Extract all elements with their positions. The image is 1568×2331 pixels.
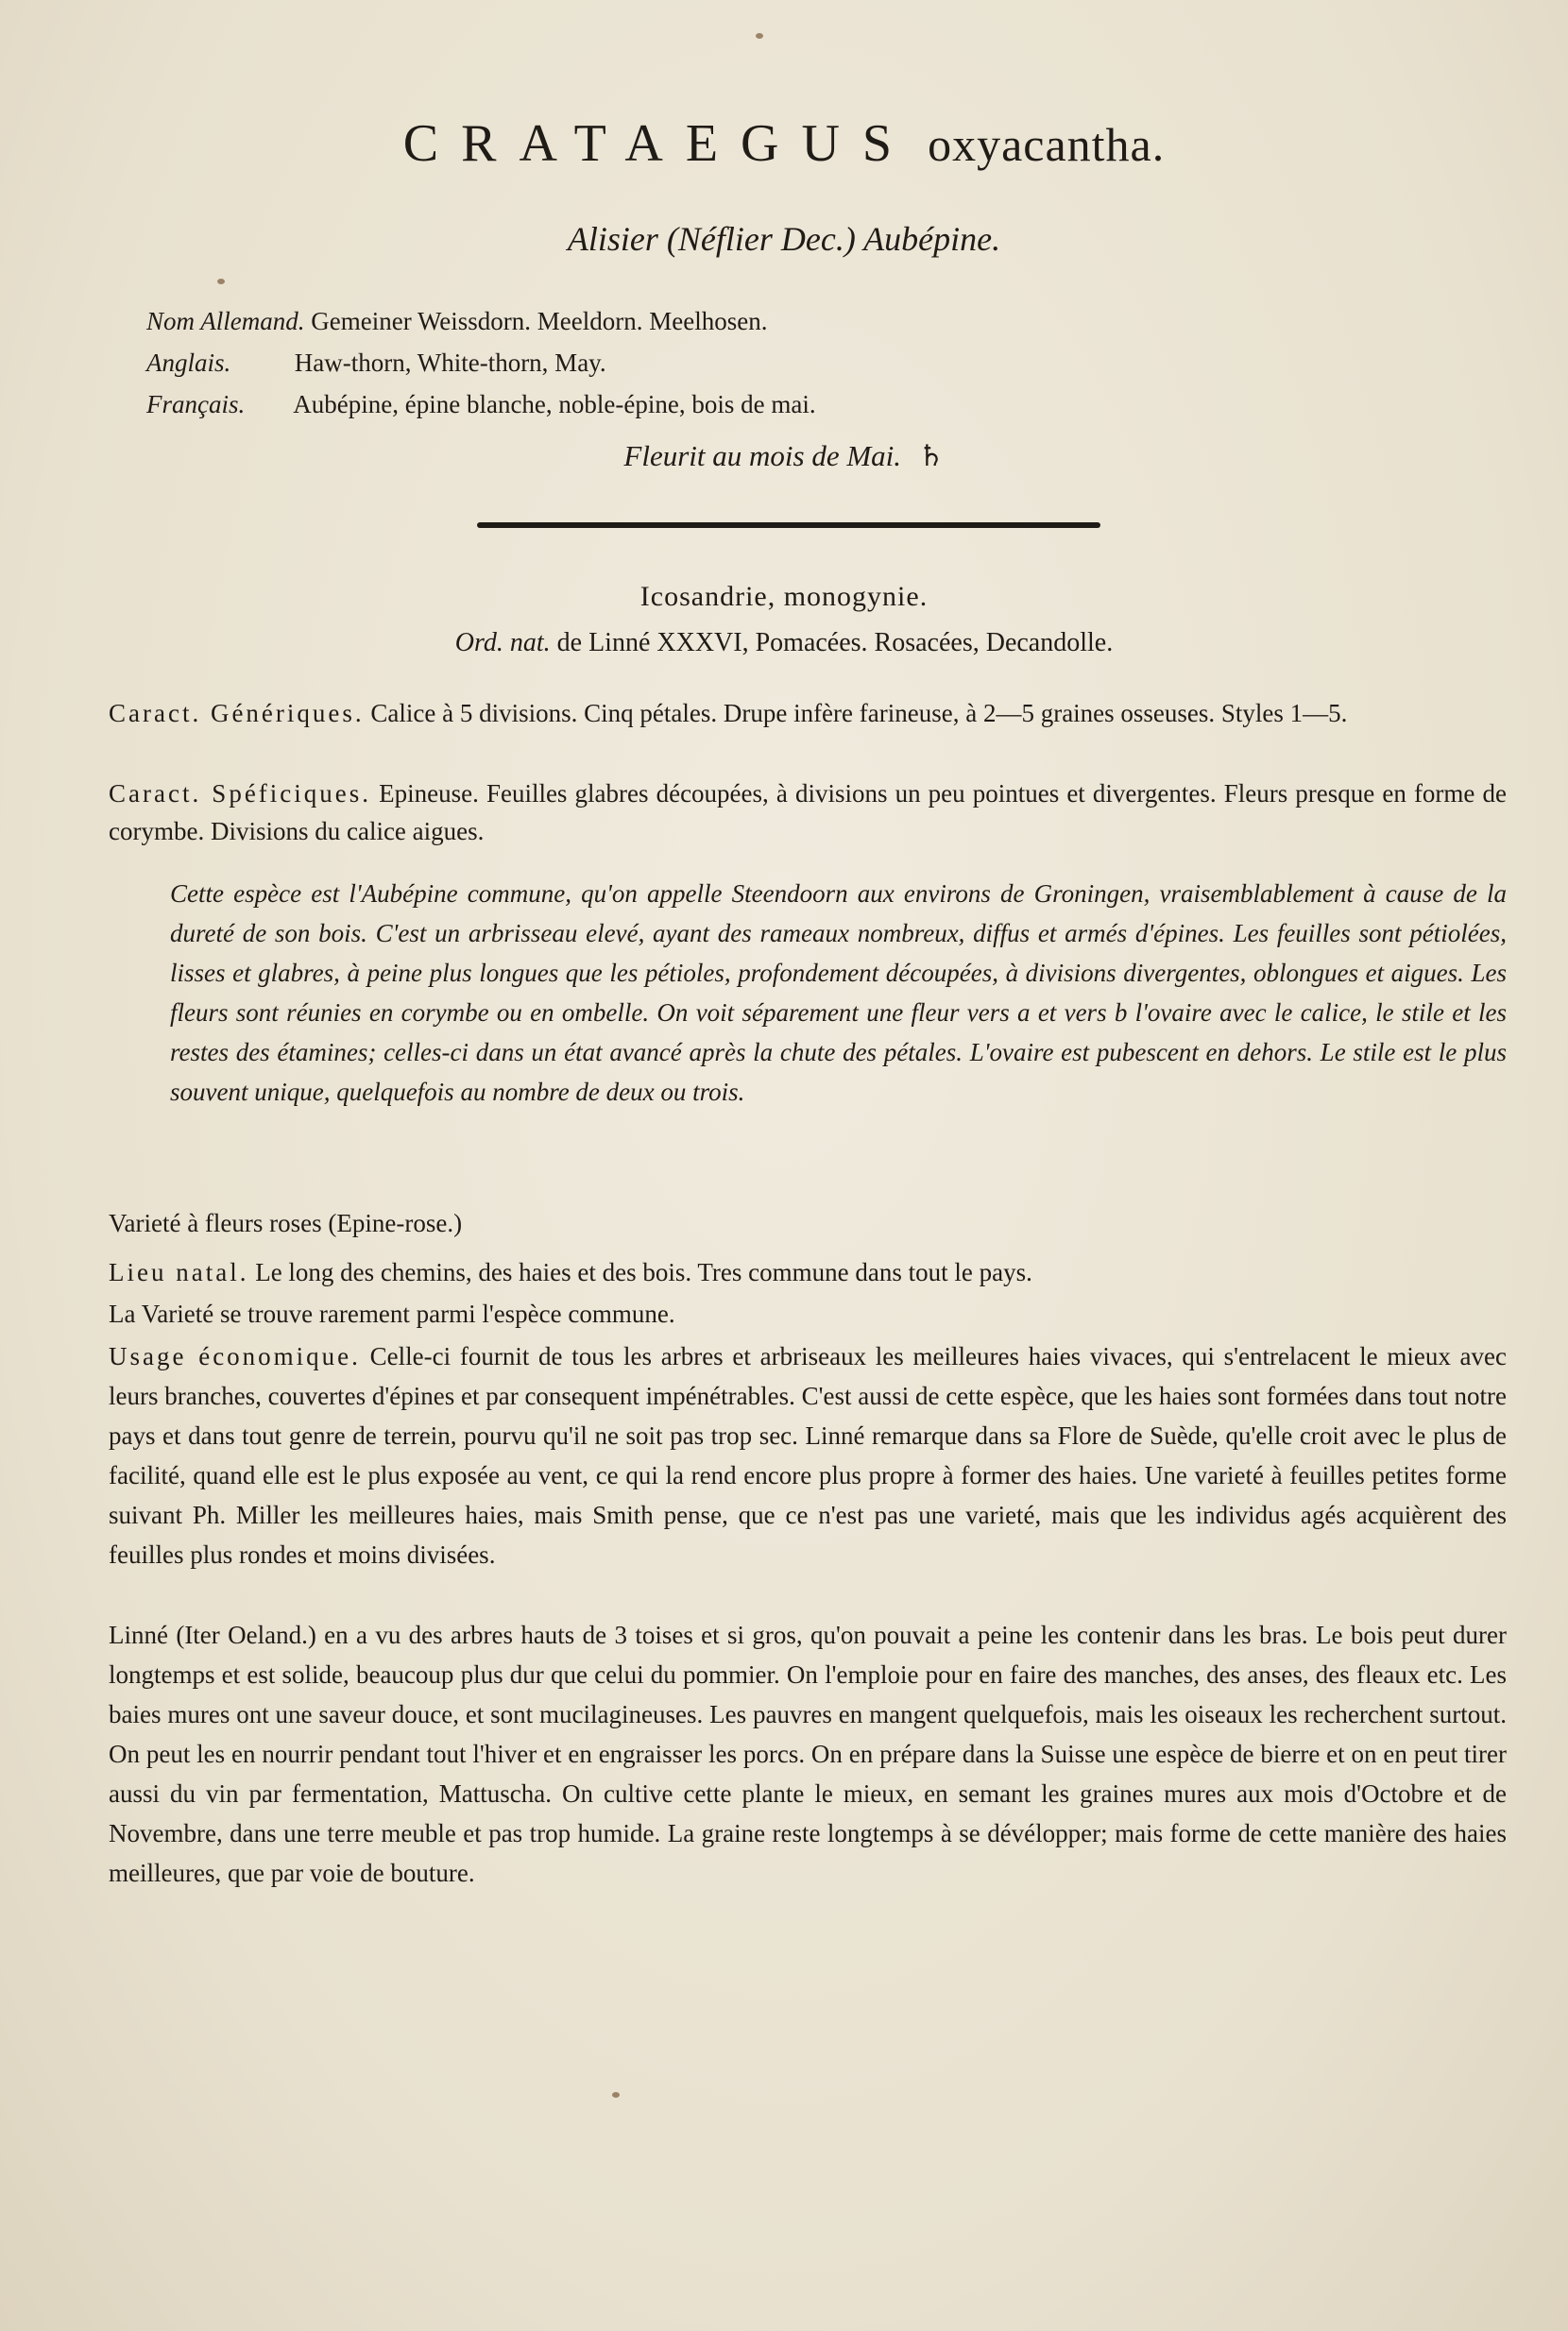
section-label: Usage économique. bbox=[109, 1342, 361, 1370]
natural-order-line bbox=[0, 628, 1568, 658]
section-label: Lieu natal. bbox=[109, 1258, 249, 1286]
variety-line: Varieté à fleurs roses (Epine-rose.) bbox=[109, 1209, 463, 1237]
page-title bbox=[0, 113, 1568, 174]
economic-use bbox=[109, 1336, 1507, 1574]
genus-name: CRATAEGUS bbox=[402, 114, 915, 173]
species-description: Cette espèce est l'Aubépine commune, qu'on appelle Steendoorn aux environs de Groningen, vraisemblablement à cause de la dureté de son bois. C'est un arbrisseau elevé, ayant des rameaux nombreux, diffus et armés d'épines. Les feuilles sont pétiolées, lisses et glabres, à peine plus longues que les pétioles, profondement découpées, à divisions divergentes, oblongues et aigues. Les fleurs sont réunies en corymbe ou en ombelle. On voit séparement une fleur vers a et vers b l'ovaire avec le calice, le stile et les restes des étamines; celles-ci dans un état avancé après la chute des pétales. L'ovaire est pubescent en dehors. Le stile est le plus souvent unique, quelquefois au nombre de deux ou trois. bbox=[170, 879, 1507, 1106]
flowering-line bbox=[0, 439, 1568, 473]
paper-spot bbox=[217, 279, 225, 284]
name-language: Français. bbox=[146, 390, 246, 418]
paper-spot bbox=[612, 2092, 620, 2098]
name-value: Gemeiner Weissdorn. Meeldorn. Meelhosen. bbox=[311, 307, 768, 335]
section-text: Le long des chemins, des haies et des bois. Tres commune dans tout le pays. bbox=[255, 1258, 1032, 1286]
native-habitat bbox=[109, 1251, 1507, 1335]
name-row-english bbox=[146, 342, 1469, 383]
generic-characters bbox=[109, 694, 1507, 732]
linnaean-class: Icosandrie, monogynie. bbox=[639, 581, 929, 612]
name-language: Nom Allemand. bbox=[146, 307, 305, 335]
ord-label: Ord. nat. bbox=[454, 628, 551, 657]
name-value: Aubépine, épine blanche, noble-épine, bois de mai. bbox=[293, 390, 816, 418]
section-label: Caract. Génériques. bbox=[109, 699, 365, 727]
paper-spot bbox=[756, 33, 763, 39]
divider-rule bbox=[477, 522, 1100, 528]
name-row-french bbox=[146, 383, 1469, 425]
vernacular-names bbox=[146, 300, 1469, 425]
section-text: Epineuse. Feuilles glabres découpées, à divisions un peu pointues et divergentes. Fleurs presque en forme de corymbe. Divisions du calice aigues. bbox=[109, 779, 1507, 845]
saturn-symbol: ♄ bbox=[917, 439, 945, 472]
name-row-german bbox=[146, 300, 1469, 342]
section-text: Calice à 5 divisions. Cinq pétales. Drupe infère farineuse, à 2—5 graines osseuses. Styles 1—5. bbox=[370, 699, 1348, 727]
common-names-subtitle: Alisier (Néflier Dec.) Aubépine. bbox=[567, 220, 1001, 258]
species-name: oxyacantha. bbox=[928, 118, 1166, 171]
section-text: Celle-ci fournit de tous les arbres et arbriseaux les meilleures haies vivaces, qui s'entrelacent le mieux avec leurs branches, couvertes d'épines et par consequent impénétrables. C'est aussi de cette espèce, que les haies sont formées dans tout notre pays et dans tout genre de terrein, pourvu qu'il ne soit pas trop sec. Linné remarque dans sa Flore de Suède, qu'elle croit avec le plus de facilité, quand elle est le plus exposée au vent, ce qui la rend encore plus propre à former des haies. Une varieté à feuilles petites forme suivant Ph. Miller les meilleures haies, mais Smith pense, que ce n'est pas une varieté, mais que les individus agés acquièrent des feuilles plus rondes et moins divisées. bbox=[109, 1342, 1507, 1569]
flowering-text: Fleurit au mois de Mai. bbox=[623, 439, 902, 472]
name-language: Anglais. bbox=[146, 349, 231, 377]
name-value: Haw-thorn, White-thorn, May. bbox=[294, 349, 606, 377]
linne-paragraph: Linné (Iter Oeland.) en a vu des arbres hauts de 3 toises et si gros, qu'on pouvait a peine les contenir dans les bras. Le bois peut durer longtemps et est solide, beaucoup plus dur que celui du pommier. On l'emploie pour en faire des manches, des anses, des fleaux etc. Les baies mures ont une saveur douce, et sont mucilagineuses. Les pauvres en mangent quelquefois, mais les oiseaux les recherchent surtout. On peut les en nourrir pendant tout l'hiver et en engraisser les porcs. On en prépare dans la Suisse une espèce de bierre et on en peut tirer aussi du vin par fermentation, Mattuscha. On cultive cette plante le mieux, en semant les graines mures aux mois d'Octobre et de Novembre, dans une terre meuble et pas trop humide. La graine reste longtemps à se dévélopper; mais forme de cette manière des haies meilleures, que par voie de bouture. bbox=[109, 1621, 1507, 1887]
ord-text: de Linné XXXVI, Pomacées. Rosacées, Decandolle. bbox=[556, 628, 1114, 657]
section-label: Caract. Spéficiques. bbox=[109, 779, 372, 808]
specific-characters bbox=[109, 774, 1507, 850]
habitat-variety-note: La Varieté se trouve rarement parmi l'espèce commune. bbox=[109, 1300, 675, 1328]
